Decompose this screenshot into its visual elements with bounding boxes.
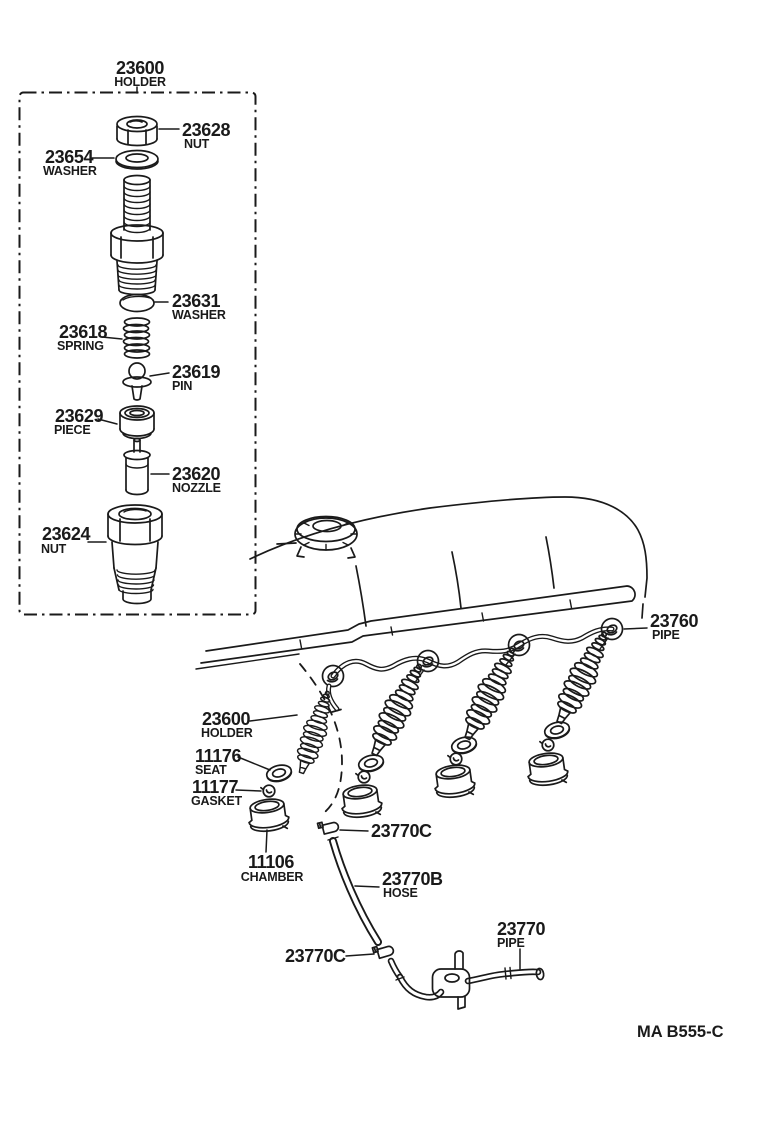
callout-23654-washer xyxy=(43,147,97,178)
part-number: 23770 xyxy=(497,919,546,939)
part-number: 23770C xyxy=(371,821,432,841)
part-number: 23631 xyxy=(172,291,221,311)
callout-23628-nut xyxy=(182,120,230,151)
callout-23770c-lower xyxy=(285,946,346,966)
part-name: CHAMBER xyxy=(240,870,304,884)
drawing-code: MA B555-C xyxy=(637,1023,724,1041)
part-number: 23629 xyxy=(55,406,104,426)
oil-filler-cap xyxy=(277,517,357,559)
callout-23618-spring xyxy=(57,322,107,353)
part-name: PIPE xyxy=(652,628,680,642)
callout-23629-piece xyxy=(54,406,103,437)
part-name: SEAT xyxy=(195,763,227,777)
holder-23600-drawing xyxy=(111,176,163,295)
part-name: HOLDER xyxy=(114,75,166,89)
washer-23631-drawing xyxy=(120,295,154,312)
part-name: HOLDER xyxy=(201,726,253,740)
part-name: HOSE xyxy=(383,886,418,900)
part-name: WASHER xyxy=(172,308,226,322)
callout-23770b-hose xyxy=(382,869,443,900)
part-number: 23654 xyxy=(45,147,94,167)
part-number: 23600 xyxy=(202,709,251,729)
part-number: 23624 xyxy=(42,524,91,544)
callout-23600-holder-installed xyxy=(201,709,253,740)
part-name: GASKET xyxy=(191,794,242,808)
part-number: 11106 xyxy=(247,852,295,872)
part-number: 23600 xyxy=(115,58,165,78)
part-name: NUT xyxy=(184,137,210,151)
part-number: 23770C xyxy=(285,946,346,966)
callout-23620-nozzle xyxy=(172,464,221,495)
pin-23619-drawing xyxy=(123,363,151,400)
callout-23600-holder-box xyxy=(114,58,166,89)
part-name: SPRING xyxy=(57,339,104,353)
part-number: 23619 xyxy=(172,362,221,382)
part-number: 11177 xyxy=(192,777,239,797)
callout-11177-gasket xyxy=(191,777,242,808)
callout-23760-pipe xyxy=(650,611,698,642)
callout-23770c-upper xyxy=(371,821,432,841)
part-name: PIECE xyxy=(54,423,91,437)
callout-23624-nut xyxy=(41,524,90,556)
callout-23631-washer xyxy=(172,291,226,322)
callout-23770-pipe xyxy=(497,919,545,950)
callout-11106-chamber xyxy=(241,852,304,884)
part-number: 23770B xyxy=(382,869,443,889)
part-name: PIPE xyxy=(497,936,525,950)
seat-gasket-chamber-sets xyxy=(246,720,571,834)
leader-lines xyxy=(88,129,647,969)
washer-23654-drawing xyxy=(116,151,158,170)
spring-23618-drawing xyxy=(124,318,150,358)
valve-cover-drawing xyxy=(196,497,647,669)
part-number: 23620 xyxy=(172,464,221,484)
part-name: PIN xyxy=(172,379,193,393)
nozzle-23620-drawing xyxy=(124,439,150,495)
clamp-upper-drawing xyxy=(318,819,340,835)
part-name: WASHER xyxy=(43,164,97,178)
callout-11176-seat xyxy=(195,746,241,777)
hose-23770b-drawing xyxy=(328,837,378,942)
part-name: NOZZLE xyxy=(172,481,221,495)
part-number: 23618 xyxy=(59,322,108,342)
part-number: 23628 xyxy=(182,120,231,140)
part-number: 11176 xyxy=(195,746,242,766)
callout-23619-pin xyxy=(172,362,220,393)
pipe-23770-drawing xyxy=(391,951,544,1009)
part-name: NUT xyxy=(41,542,67,556)
nut-23628-drawing xyxy=(117,117,157,146)
nut-23624-drawing xyxy=(108,505,162,604)
part-number: 23760 xyxy=(650,611,699,631)
piece-23629-drawing xyxy=(120,406,154,439)
